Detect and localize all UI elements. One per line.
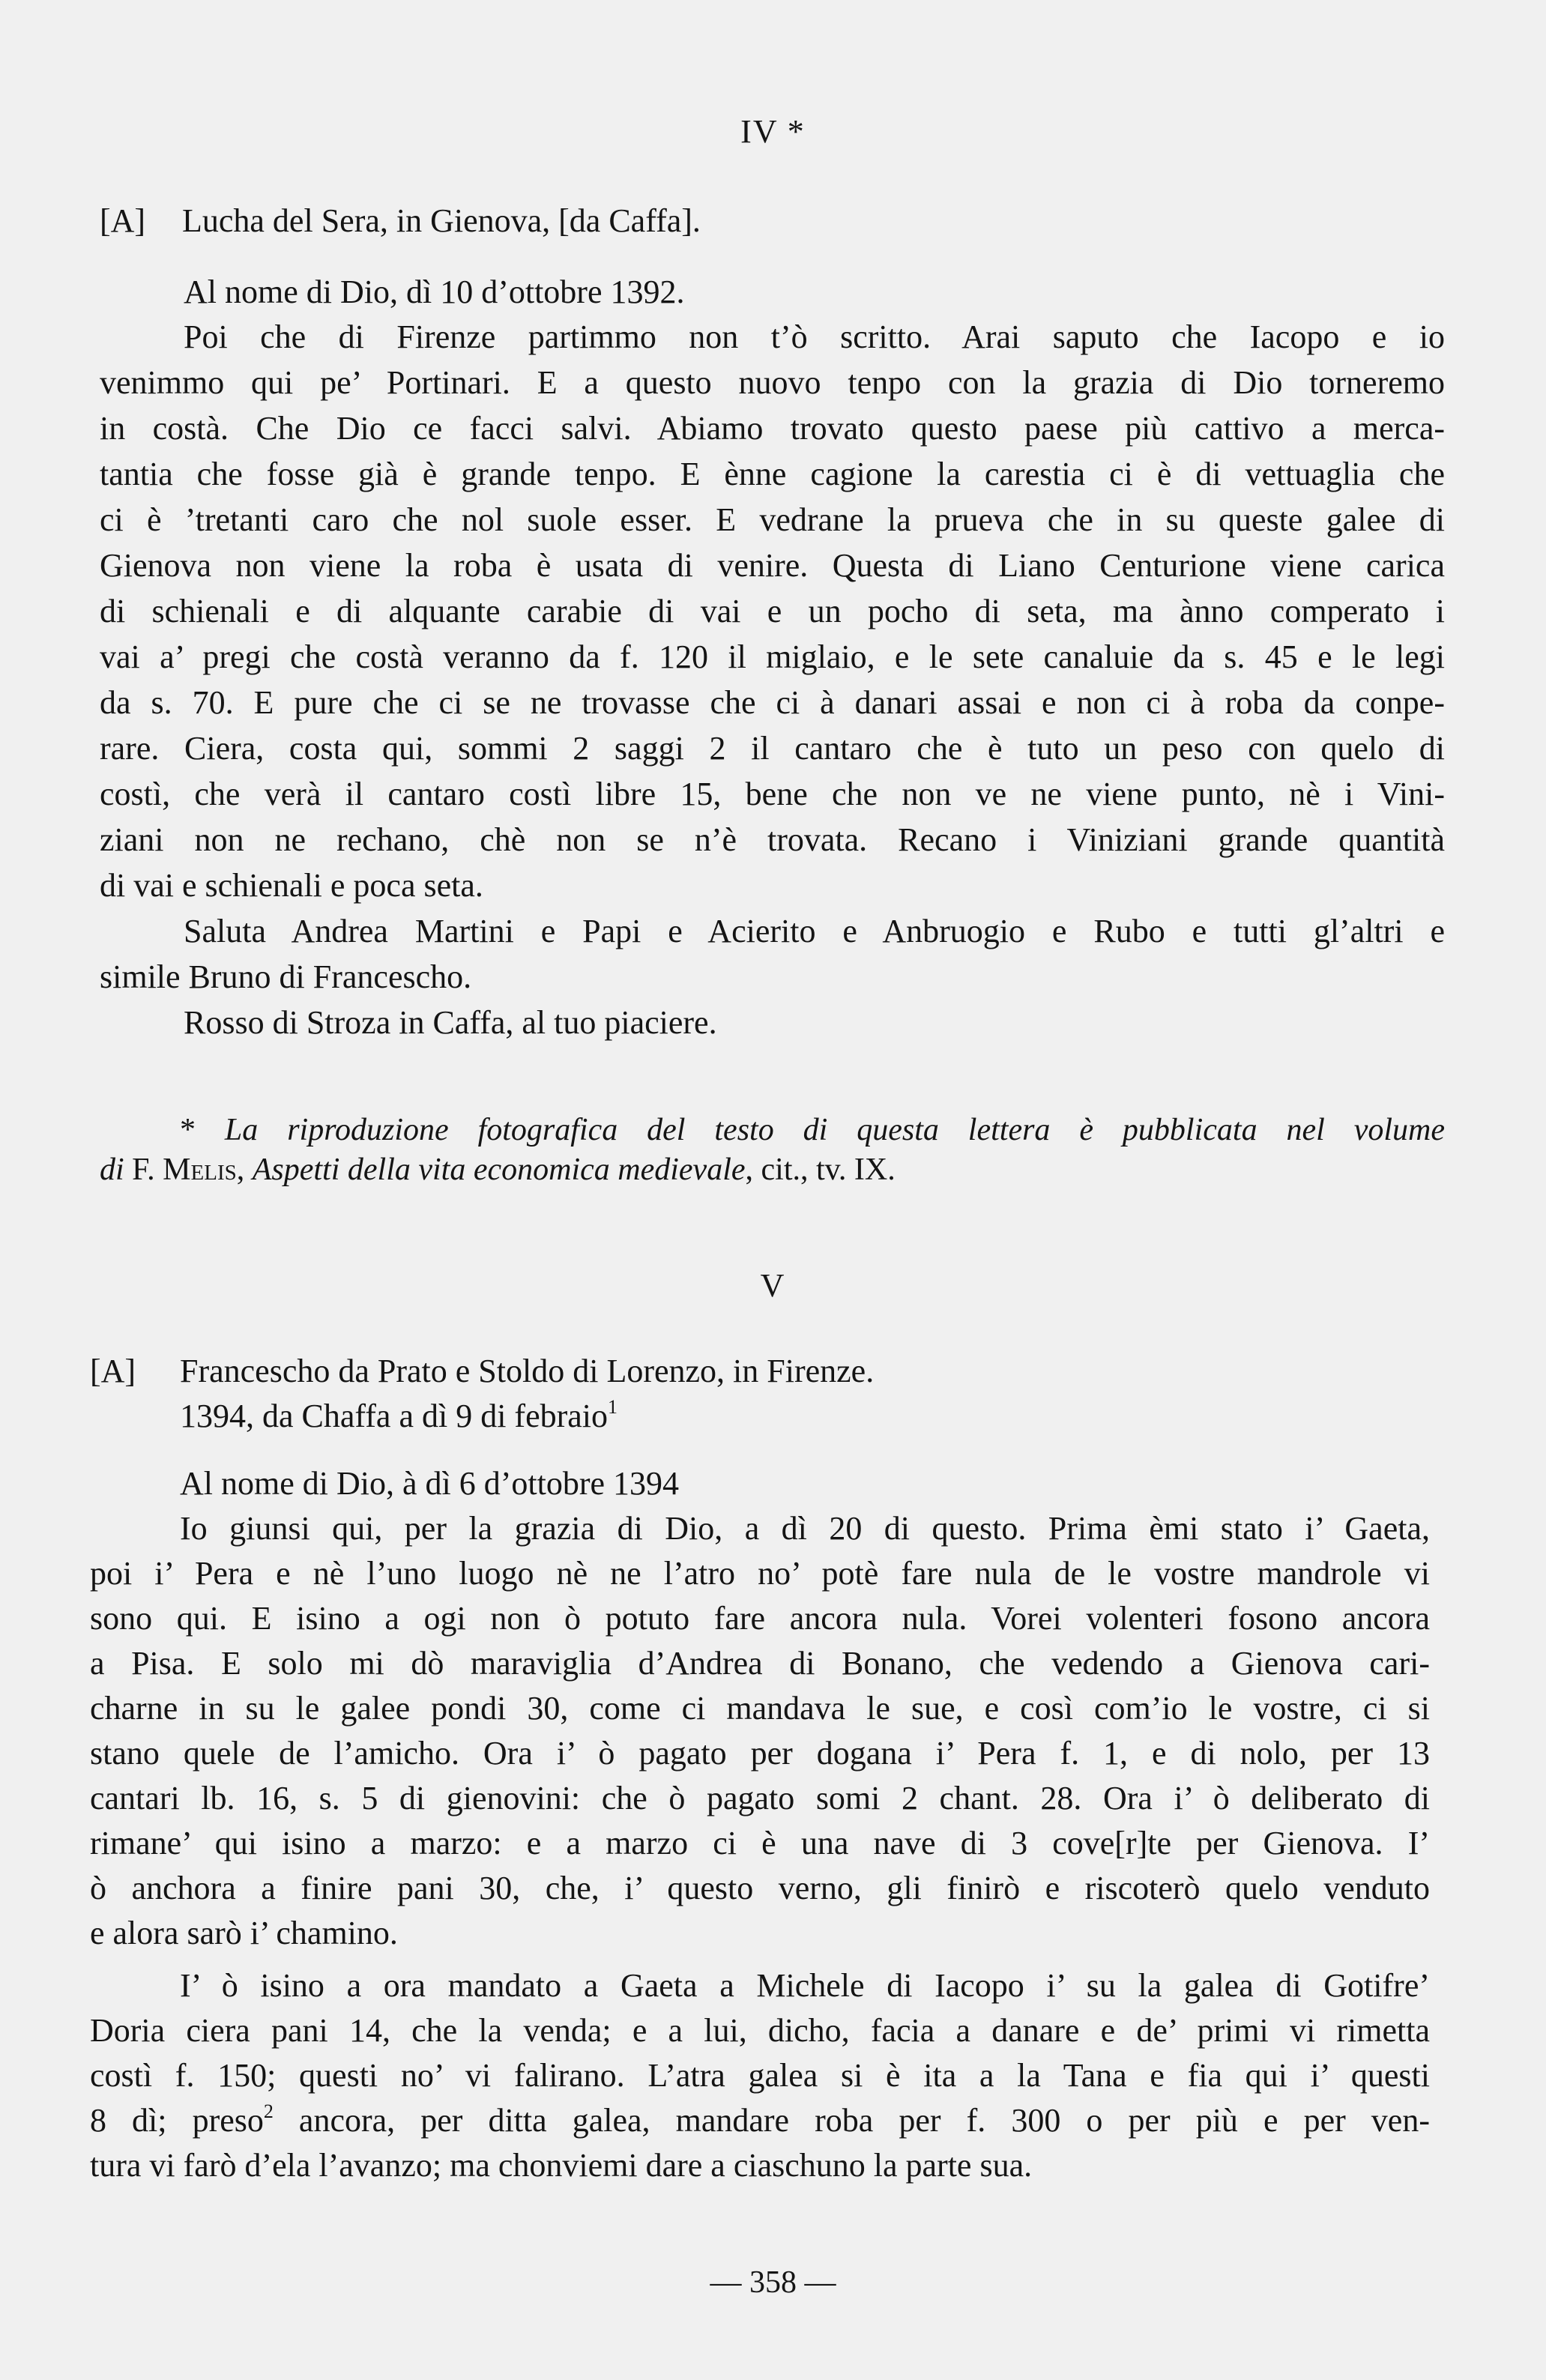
letter-iv-body-line: costì, che verà il cantaro costì libre 15, bene che non ve ne viene punto, nè i Vini- xyxy=(100,776,1445,812)
letter-iv-body-line: rare. Ciera, costa qui, sommi 2 saggi 2 il cantaro che è tuto un peso con quelo di xyxy=(100,730,1445,767)
letter-iv-body-line: vai a’ pregi che costà veranno da f. 120 il miglaio, e le sete canaluie da s. 45 e le legi xyxy=(100,638,1445,675)
letter-v-body-line: ò anchora a finire pani 30, che, i’ questo verno, gli finirò e riscoterò quelo venduto xyxy=(90,1870,1430,1906)
address-tag: [A] xyxy=(100,202,146,239)
note-ref: 1 xyxy=(608,1396,618,1418)
origin-text: 1394, da Chaffa a dì 9 di febraio xyxy=(180,1398,609,1434)
footnote-marker: * xyxy=(180,1113,196,1147)
letter-v-heading: V xyxy=(760,1267,786,1304)
letter-v-body-line: charne in su le galee pondi 30, come ci mandava le sue, e così com’io le vostre, ci si xyxy=(90,1690,1430,1727)
footnote-prefix: di xyxy=(100,1153,124,1187)
letter-v-body-line: cantari lb. 16, s. 5 di gienovini: che ò pagato somi 2 chant. 28. Ora i’ ò deliberato di xyxy=(90,1780,1430,1816)
letter-iv-body-line: Gienova non viene la roba è usata di venire. Questa di Liano Centurione viene carica xyxy=(100,547,1445,584)
letter-iv-body-line: tantia che fosse già è grande tenpo. E ènne cagione la carestia ci è di vettuaglia che xyxy=(100,456,1445,492)
footnote-suffix: , cit., tv. IX. xyxy=(745,1153,896,1187)
letter-v-body-line: Io giunsi qui, per la grazia di Dio, a dì 20 di questo. Prima èmi stato i’ Gaeta, xyxy=(180,1510,1430,1547)
letter-v-body-line: poi i’ Pera e nè l’uno luogo nè ne l’atro no’ potè fare nula de le vostre mandrole vi xyxy=(90,1555,1430,1592)
letter-v-address xyxy=(90,1349,874,1394)
footnote-book-title: Aspetti della vita economica medievale xyxy=(252,1153,746,1187)
footnote-text: La riproduzione fotografica del testo di questa lettera è pubblicata nel volume xyxy=(224,1113,1446,1147)
letter-iv-body-line: Poi che di Firenze partimmo non t’ò scritto. Arai saputo che Iacopo e io xyxy=(184,318,1445,355)
letter-v-body2-line: costì f. 150; questi no’ vi falirano. L’atra galea si è ita a la Tana e fia qui i’ questi xyxy=(90,2057,1430,2094)
letter-v-body2-line xyxy=(90,2098,1430,2143)
letter-v-body-line: a Pisa. E solo mi dò maraviglia d’Andrea di Bonano, che vedendo a Gienova cari- xyxy=(90,1645,1430,1682)
letter-v-body2-line: Doria ciera pani 14, che la venda; e a lui, dicho, facia a danare e de’ primi vi rimetta xyxy=(90,2012,1430,2049)
line-text: ancora, per ditta galea, mandare roba per f. 300 o per più e per ven- xyxy=(273,2102,1430,2139)
letter-iv-date-line: Al nome di Dio, dì 10 d’ottobre 1392. xyxy=(184,274,685,310)
letter-iv-body-line: di schienali e di alquante carabie di vai e un pocho di seta, ma ànno comperato i xyxy=(100,593,1445,629)
letter-v-body-line: rimane’ qui isino a marzo: e a marzo ci è una nave di 3 cove[r]te per Gienova. I’ xyxy=(90,1825,1430,1861)
letter-v-date-line: Al nome di Dio, à dì 6 d’ottobre 1394 xyxy=(180,1465,680,1502)
footnote-line xyxy=(180,1109,1445,1151)
letter-iv-greeting-line: Saluta Andrea Martini e Papi e Acierito e Anbruogio e Rubo e tutti gl’altri e xyxy=(184,913,1445,949)
letter-v-body-line: stano quele de l’amicho. Ora i’ ò pagato per dogana i’ Pera f. 1, e di nolo, per 13 xyxy=(90,1735,1430,1772)
letter-iv-heading: IV * xyxy=(740,113,806,150)
letter-iv-body-line: ci è ’tretanti caro che nol suole esser. E vedrane la prueva che in su queste galee di xyxy=(100,501,1445,538)
footnote-author-initial: F. xyxy=(132,1153,155,1187)
address-text: Lucha del Sera, in Gienova, [da Caffa]. xyxy=(182,202,701,239)
line-text: 8 dì; preso xyxy=(90,2102,264,2139)
letter-iv-body-line: ziani non ne rechano, chè non se n’è trovata. Recano i Viniziani grande quantità xyxy=(100,821,1445,858)
letter-iv-body-line: in costà. Che Dio ce facci salvi. Abiamo trovato questo paese più cattivo a merca- xyxy=(100,410,1445,447)
note-ref: 2 xyxy=(263,2100,274,2122)
letter-v-origin-line xyxy=(180,1394,618,1439)
footnote-citation: di F. Melis, Aspetti della vita economica medievale, cit., tv. IX. xyxy=(100,1153,896,1187)
address-tag: [A] xyxy=(90,1353,136,1389)
letter-iv-signature: Rosso di Stroza in Caffa, al tuo piaciere. xyxy=(184,1004,717,1041)
letter-iv-body-line: di vai e schienali e poca seta. xyxy=(100,867,483,904)
letter-v-body-line: e alora sarò i’ chamino. xyxy=(90,1915,398,1951)
letter-iv-body-line: venimmo qui pe’ Portinari. E a questo nuovo tenpo con la grazia di Dio torneremo xyxy=(100,364,1445,401)
letter-iv-body-line: da s. 70. E pure che ci se ne trovasse che ci à danari assai e non ci à roba da conpe- xyxy=(100,684,1445,721)
letter-iv-greeting-line: simile Bruno di Francescho. xyxy=(100,958,472,995)
letter-v-body2-line: I’ ò isino a ora mandato a Gaeta a Michele di Iacopo i’ su la galea di Gotifre’ xyxy=(180,1967,1430,2004)
footnote-author-name: Melis xyxy=(163,1153,237,1187)
letter-iv-address xyxy=(100,199,701,244)
letter-v-body-line: sono qui. E isino a ogi non ò potuto fare ancora nula. Vorei volenteri fosono ancora xyxy=(90,1600,1430,1637)
address-text: Francescho da Prato e Stoldo di Lorenzo, in Firenze. xyxy=(180,1353,875,1389)
letter-v-body2-line: tura vi farò d’ela l’avanzo; ma chonviemi dare a ciaschuno la parte sua. xyxy=(90,2147,1033,2184)
page-number: — 358 — xyxy=(710,2265,836,2300)
